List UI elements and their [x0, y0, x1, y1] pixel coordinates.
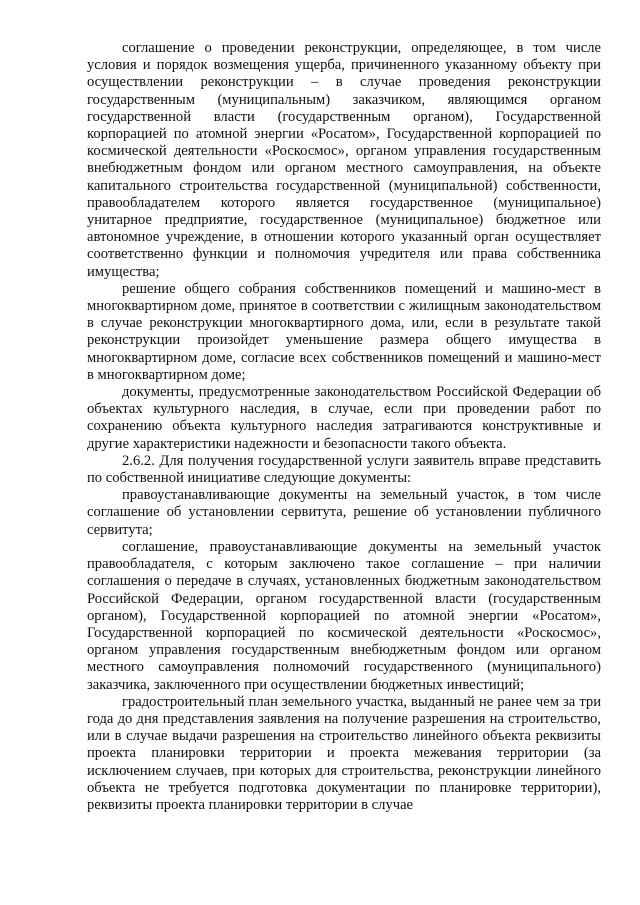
paragraph-agreement-title-documents: соглашение, правоустанавливающие документы на земельный участок правообладателя, с которым заключено такое соглашение – при наличии соглашения о передаче в случаях, установленных бюджетным законодательством Российской Федерации, органом государственной власти (государственным органом), Государственной корпорацией по атомной энергии «Росатом», Государственной корпорацией по космической деятельности «Роскосмос», органом управления государственным внебюджетным фондом или органом местного самоуправления полномочий государственного (муниципального) заказчика, заключенного при осуществлении бюджетных инвестиций; [87, 538, 601, 693]
paragraph-owners-meeting-decision: решение общего собрания собственников помещений и машино-мест в многоквартирном доме, принятое в соответствии с жилищным законодательством в случае реконструкции многоквартирного дома, или, если в результате такой реконструкции произойдет уменьшение размера общего имущества в многоквартирном доме, согласие всех собственников помещений и машино-мест в многоквартирном доме; [87, 280, 601, 383]
paragraph-land-title-documents: правоустанавливающие документы на земельный участок, в том числе соглашение об установлении сервитута, решение об установлении публичного сервитута; [87, 487, 601, 538]
document-body [87, 40, 601, 814]
paragraph-cultural-heritage-documents: документы, предусмотренные законодательством Российской Федерации об объектах культурного наследия, в случае, если при проведении работ по сохранению объекта культурного наследия затрагиваются конструктивные и другие характеристики надежности и безопасности такого объекта. [87, 384, 601, 452]
paragraph-urban-development-plan: градостроительный план земельного участка, выданный не ранее чем за три года до дня представления заявления на получение разрешения на строительство, или в случае выдачи разрешения на строительство линейного объекта реквизиты проекта планировки территории и проекта межевания территории (за исключением случаев, при которых для строительства, реконструкции линейного объекта не требуется подготовка документации по планировке территории), реквизиты проекта планировки территории в случае [87, 693, 601, 813]
paragraph-section-2-6-2: 2.6.2. Для получения государственной услуги заявитель вправе представить по собственной инициативе следующие документы: [87, 452, 601, 487]
paragraph-reconstruction-agreement: соглашение о проведении реконструкции, определяющее, в том числе условия и порядок возмещения ущерба, причиненного указанному объекту при осуществлении реконструкции – в случае проведения реконструкции государственным (муниципальным) заказчиком, являющимся органом государственной власти (государственным органом), Государственной корпорацией по атомной энергии «Росатом», Государственной корпорацией по космической деятельности «Роскосмос», органом управления государственным внебюджетным фондом или органом местного самоуправления, на объекте капитального строительства государственной (муниципальной) собственности, правообладателем которого является государственное (муниципальное) унитарное предприятие, государственное (муниципальное) бюджетное или автономное учреждение, в отношении которого указанный орган осуществляет соответственно функции и полномочия учредителя или права собственника имущества; [87, 40, 601, 280]
